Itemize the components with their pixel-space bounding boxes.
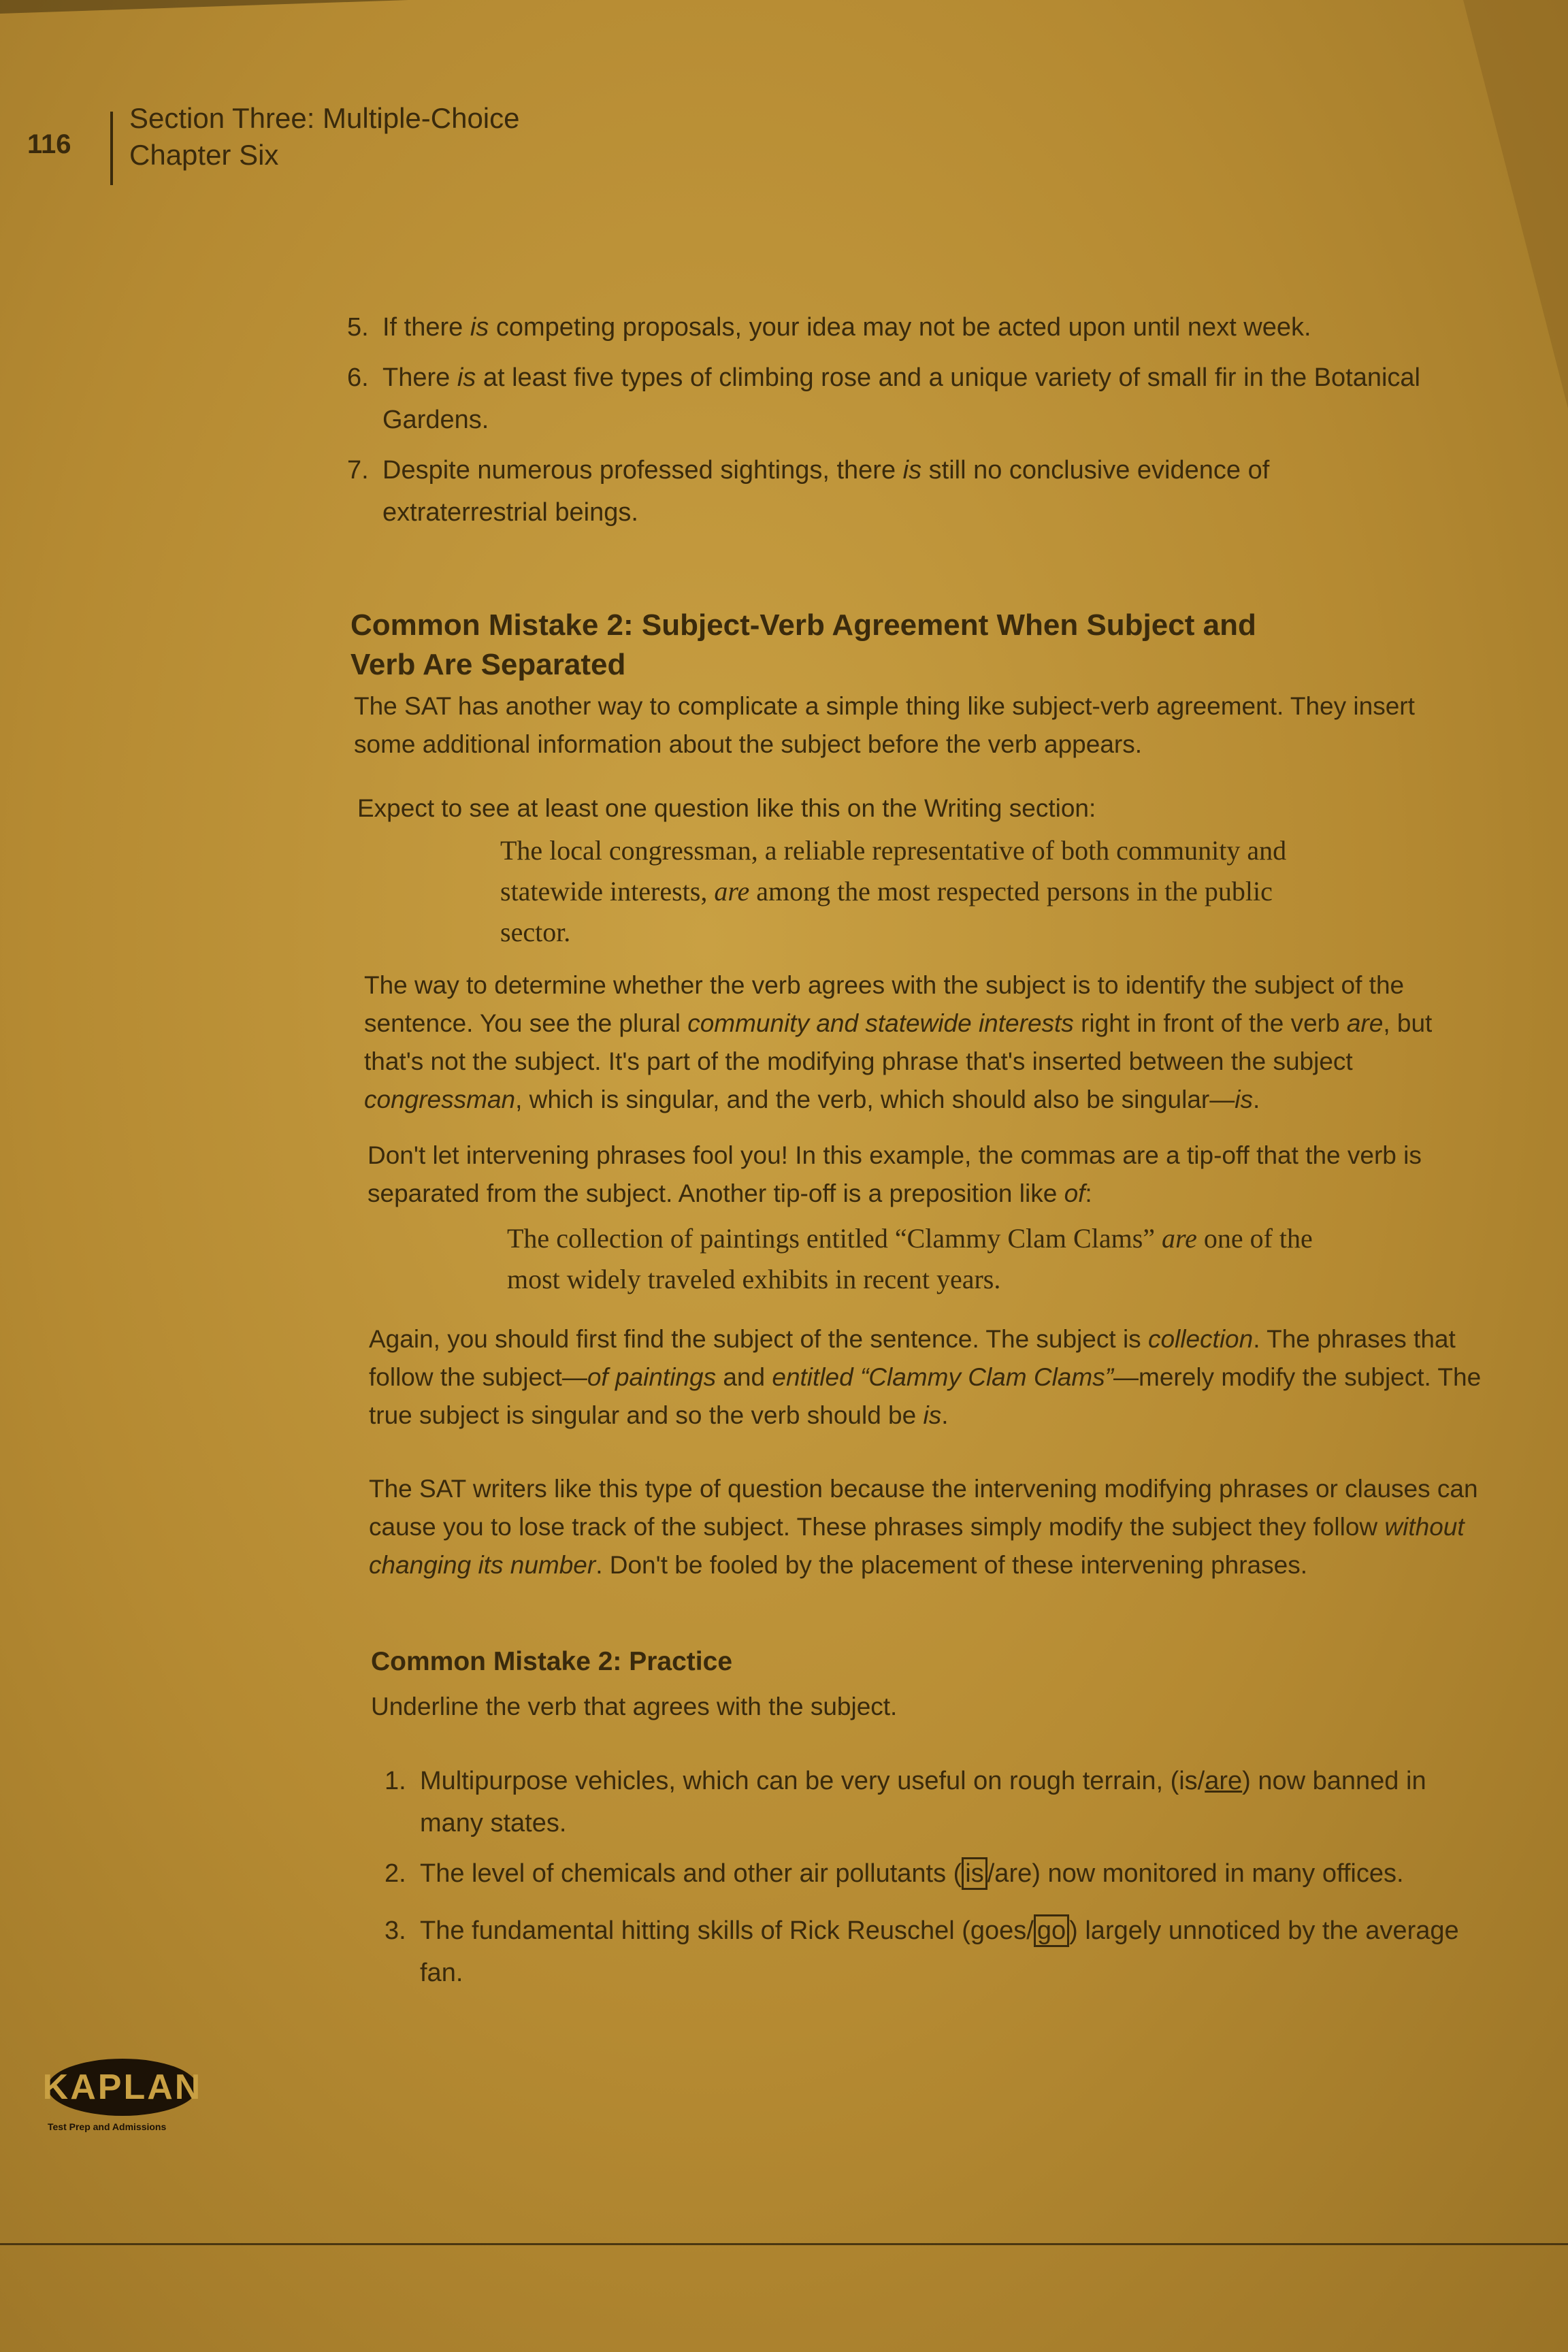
para-text: : xyxy=(1085,1179,1092,1207)
para-text: , but that's not the subject. It's part of the modifying phrase that's inserted between the subject xyxy=(364,1009,1433,1075)
intro-paragraph: The SAT has another way to complicate a simple thing like subject-verb agreement. They insert some additional information about the subject before the verb appears. xyxy=(354,692,1415,758)
practice-instruction: Underline the verb that agrees with the subject. xyxy=(371,1693,898,1720)
tip-paragraph xyxy=(368,1137,1484,1213)
item-text xyxy=(382,449,1436,534)
para-em: of paintings xyxy=(587,1363,717,1391)
header-divider xyxy=(110,112,113,185)
logo-mark: KAPLAN xyxy=(48,2059,197,2116)
item-text xyxy=(420,1760,1487,1844)
example-em: are xyxy=(714,876,750,906)
para-text: . xyxy=(941,1401,949,1429)
example-pre: The collection of paintings entitled “Clammy Clam Clams” xyxy=(507,1223,1162,1254)
heading-line: Verb Are Separated xyxy=(350,648,626,681)
item-text-post: /are) now monitored in many offices. xyxy=(987,1859,1404,1888)
item-text xyxy=(382,357,1436,441)
para-text: . Don't be fooled by the placement of these intervening phrases. xyxy=(595,1551,1307,1579)
answer-mark: is xyxy=(962,1857,987,1890)
item-text-em: is xyxy=(902,456,922,485)
logo-tagline: Test Prep and Admissions xyxy=(48,2121,167,2132)
page-number: 116 xyxy=(27,129,71,159)
para-em: is xyxy=(1235,1085,1253,1113)
para-em: without changing its number xyxy=(369,1513,1465,1579)
para-text: Again, you should first find the subject of the sentence. The subject is xyxy=(369,1325,1148,1353)
para-text: , which is singular, and the verb, which should also be singular— xyxy=(515,1085,1235,1113)
answer-mark: are xyxy=(1205,1767,1243,1795)
item-text-em: is xyxy=(457,363,476,392)
item-text-post: competing proposals, your idea may not be acted upon until next week. xyxy=(489,313,1311,342)
para-em: is xyxy=(923,1401,942,1429)
item-number: 7. xyxy=(347,456,369,485)
practice-item xyxy=(385,1910,1487,1994)
heading-line: Common Mistake 2: Subject-Verb Agreement When Subject and xyxy=(350,608,1256,642)
item-text xyxy=(420,1852,1487,1895)
item-text-pre: Despite numerous professed sightings, there xyxy=(382,456,903,485)
practice-item xyxy=(385,1760,1487,1844)
expect-paragraph: Expect to see at least one question like this on the Writing section: xyxy=(357,794,1096,822)
item-text-pre: The level of chemicals and other air pollutants ( xyxy=(420,1859,962,1888)
example-sentence xyxy=(500,830,1317,953)
para-text: —merely modify the subject. The true subject is singular and so the verb should be xyxy=(369,1363,1482,1429)
kaplan-logo xyxy=(42,2059,204,2132)
item-text-pre: Multipurpose vehicles, which can be very useful on rough terrain, (is/ xyxy=(420,1767,1205,1795)
item-number: 1. xyxy=(385,1767,406,1795)
item-number: 2. xyxy=(385,1859,406,1888)
item-text-em: is xyxy=(470,313,489,342)
exercise-item xyxy=(347,449,1436,534)
item-text-post: ) now banned in many states. xyxy=(420,1767,1426,1838)
para-em: community and statewide interests xyxy=(687,1009,1074,1037)
item-number: 3. xyxy=(385,1916,406,1945)
chapter-title: Chapter Six xyxy=(129,139,279,171)
para-em: collection xyxy=(1147,1325,1254,1353)
example-post: among the most respected persons in the public sector. xyxy=(500,876,1273,947)
example-post: one of the most widely traveled exhibits in recent years. xyxy=(507,1223,1313,1294)
answer-mark: go xyxy=(1034,1914,1069,1947)
example-em: are xyxy=(1162,1223,1197,1254)
explanation-paragraph xyxy=(364,966,1480,1119)
para-text: and xyxy=(716,1363,772,1391)
section-heading xyxy=(350,606,1507,685)
para-text: The way to determine whether the verb agrees with the subject is to identify the subject of the sentence. You see the plural xyxy=(364,971,1405,1037)
para-em: are xyxy=(1346,1009,1384,1037)
exercise-item xyxy=(347,306,1436,348)
para-text: . The phrases that follow the subject— xyxy=(369,1325,1456,1391)
item-number: 5. xyxy=(347,313,369,342)
section-title: Section Three: Multiple-Choice xyxy=(129,102,520,134)
item-text-post: ) largely unnoticed by the average fan. xyxy=(420,1916,1459,1987)
item-text-pre: There xyxy=(382,363,457,392)
item-text-post: at least five types of climbing rose and a unique variety of small fir in the Botanical Gardens. xyxy=(382,363,1420,434)
explanation-paragraph xyxy=(369,1320,1499,1435)
para-text: The SAT writers like this type of question because the intervening modifying phrases or clauses can cause you to lose track of the subject. These phrases simply modify the subject they follow xyxy=(369,1475,1478,1541)
item-text-pre: If there xyxy=(382,313,470,342)
para-em: congressman xyxy=(364,1085,516,1113)
item-text-pre: The fundamental hitting skills of Rick Reuschel (goes/ xyxy=(420,1916,1034,1945)
para-em: of xyxy=(1064,1179,1085,1207)
para-text: . xyxy=(1252,1085,1260,1113)
item-text xyxy=(382,306,1436,348)
para-text: Don't let intervening phrases fool you! In this example, the commas are a tip-off that the verb is separated from the subject. Another tip-off is a preposition like xyxy=(368,1141,1422,1207)
practice-title: Common Mistake 2: Practice xyxy=(371,1647,733,1676)
example-pre: The local congressman, a reliable representative of both community and statewide interests, xyxy=(500,835,1287,906)
exercise-item xyxy=(347,357,1436,441)
practice-item xyxy=(385,1852,1487,1895)
explanation-paragraph xyxy=(369,1470,1499,1584)
para-text: right in front of the verb xyxy=(1073,1009,1347,1037)
item-text xyxy=(420,1910,1487,1994)
page-bottom-rule xyxy=(0,2243,1568,2245)
para-em: entitled “Clammy Clam Clams” xyxy=(772,1363,1114,1391)
item-text-post: still no conclusive evidence of extraterrestrial beings. xyxy=(382,456,1270,527)
item-number: 6. xyxy=(347,363,369,392)
example-sentence xyxy=(507,1218,1351,1300)
